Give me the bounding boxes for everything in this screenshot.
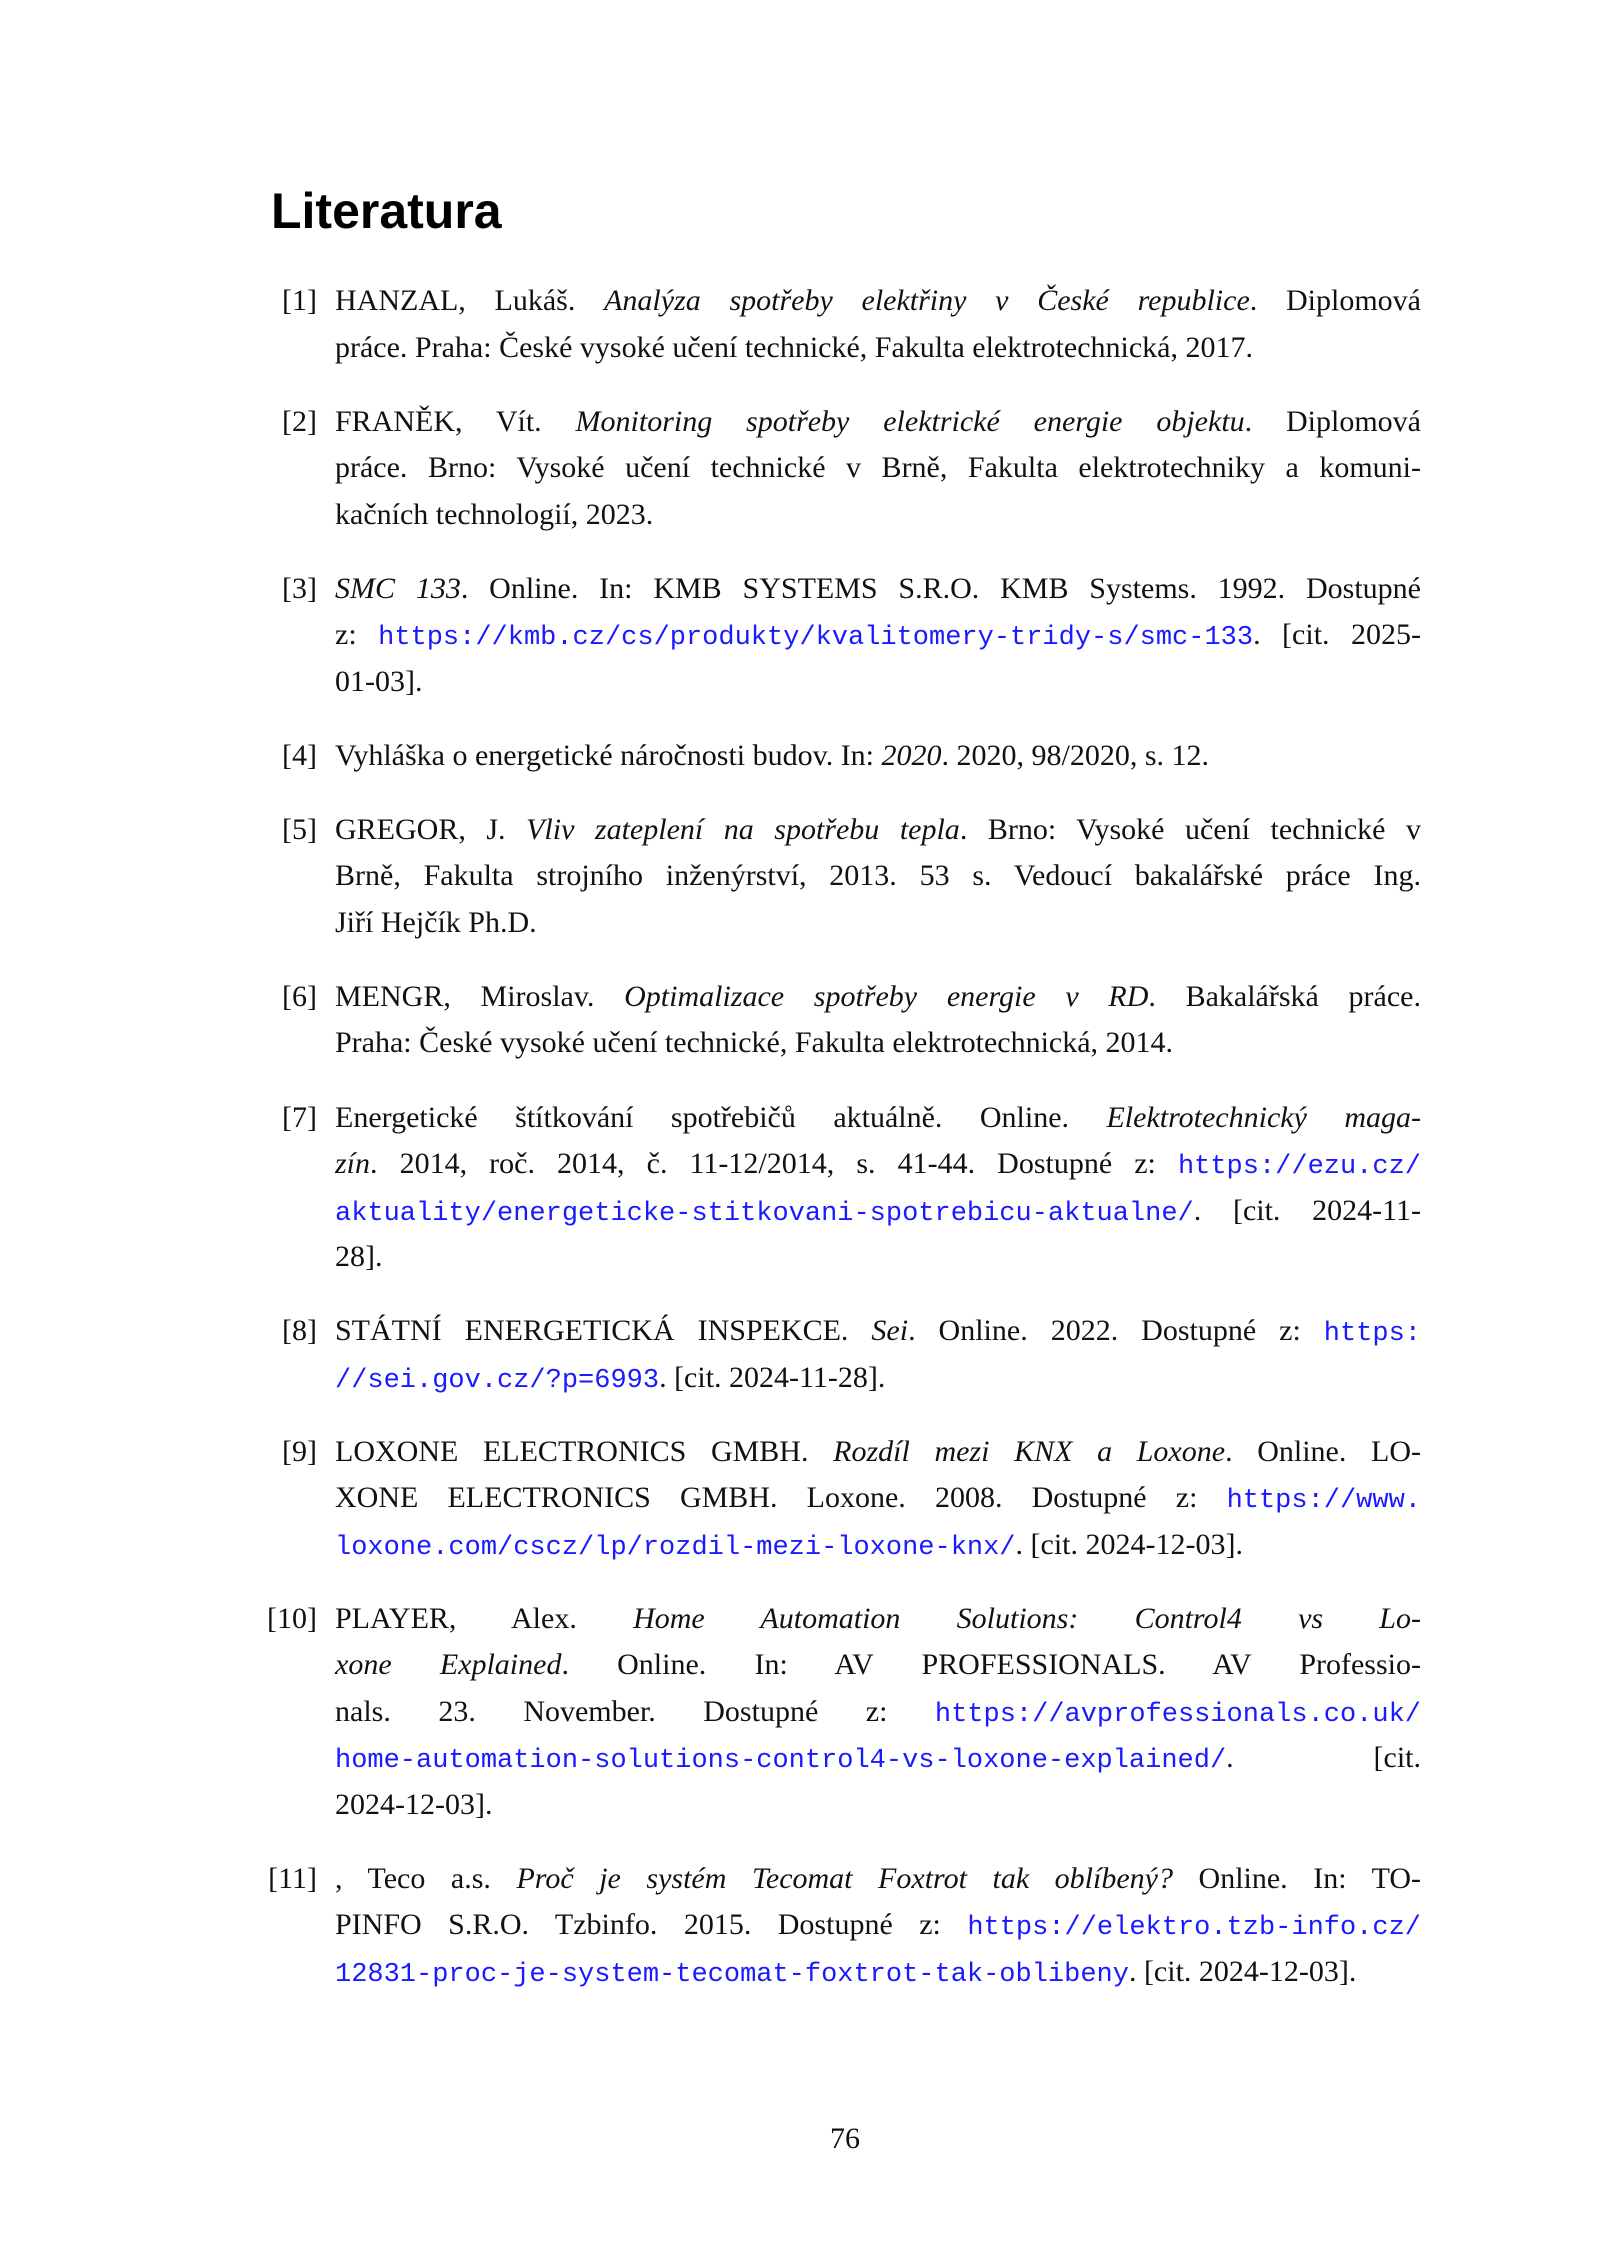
entry-line [335, 1475, 1421, 1522]
entry-text: Online. In: TO- [1172, 1861, 1422, 1895]
entry-text: . Online. In: AV PROFESSIONALS. AV Professio- [561, 1648, 1421, 1682]
italic-title: Proč je systém Tecomat Foxtrot tak oblíbený? [516, 1861, 1173, 1895]
entry-text: . [cit. 2025- [1253, 618, 1421, 652]
url-link[interactable]: https://www. [1226, 1486, 1421, 1517]
entry-line [335, 1141, 1421, 1188]
url-link[interactable]: 12831-proc-je-system-tecomat-foxtrot-tak-oblibeny [335, 1959, 1129, 1990]
entry-line [335, 807, 1421, 854]
italic-title: Monitoring spotřeby elektrické energie objektu [575, 404, 1245, 438]
entry-line [335, 1782, 1421, 1829]
url-link[interactable]: loxone.com/cscz/lp/rozdil-mezi-loxone-knx/ [335, 1532, 1016, 1563]
italic-title: Vliv zateplení na spotřebu tepla [526, 812, 960, 846]
italic-title: Analýza spotřeby elektřiny v České republice [604, 284, 1250, 317]
entry-text: . 2020, 98/2020, s. 12. [941, 738, 1210, 772]
entry-line [335, 445, 1421, 492]
entry-line [335, 399, 1421, 446]
url-link[interactable]: https://kmb.cz/cs/produkty/kvalitomery-tridy-s/smc-133 [378, 623, 1254, 654]
bibliography-entry [282, 1308, 1421, 1401]
bibliography-entry [282, 974, 1421, 1067]
page-number: 76 [830, 2122, 860, 2155]
bibliography-entry [282, 1095, 1421, 1281]
entry-text: . Online. 2022. Dostupné z: [908, 1314, 1324, 1348]
entry-text: práce. Brno: Vysoké učení technické v Brně, Fakulta elektrotechniky a komuni- [335, 451, 1421, 485]
entry-text: nals. 23. November. Dostupné z: [335, 1694, 935, 1728]
entry-number: [2] [282, 404, 317, 438]
entry-line [335, 1642, 1421, 1689]
italic-title: Elektrotechnický maga- [1106, 1100, 1421, 1134]
entry-line [335, 1522, 1421, 1569]
italic-title: Rozdíl mezi KNX a Loxone [833, 1434, 1226, 1468]
page-title: Literatura [271, 183, 502, 239]
entry-number: [6] [282, 979, 317, 1013]
url-link[interactable]: home-automation-solutions-control4-vs-loxone-explained/ [335, 1746, 1227, 1777]
entry-text: kačních technologií, 2023. [335, 497, 654, 531]
entry-line [335, 659, 1421, 706]
entry-line [335, 900, 1421, 947]
entry-line [335, 325, 1421, 372]
entry-line [335, 1355, 1421, 1402]
entry-number: [10] [267, 1601, 317, 1635]
entry-text: . [cit. 2024-11- [1193, 1193, 1421, 1227]
url-link[interactable]: https://avprofessionals.co.uk/ [934, 1699, 1421, 1730]
entry-number: [8] [282, 1314, 317, 1348]
url-link[interactable]: https://elektro.tzb-info.cz/ [967, 1913, 1421, 1944]
entry-text: 28]. [335, 1240, 383, 1274]
bibliography-entry [267, 1596, 1421, 1829]
entry-number: [11] [268, 1861, 317, 1895]
entry-text: PINFO S.R.O. Tzbinfo. 2015. Dostupné z: [335, 1908, 968, 1942]
bibliography-entry [282, 1429, 1421, 1569]
entry-text: . Online. LO- [1225, 1434, 1421, 1468]
entry-line [335, 1020, 1421, 1067]
entry-number: [3] [282, 571, 317, 605]
bibliography-entry [282, 733, 1421, 780]
entry-line [335, 1596, 1421, 1643]
url-link[interactable]: https: [1323, 1319, 1421, 1350]
entry-text: . Diplomová [1249, 284, 1421, 317]
entry-text: . [cit. [1226, 1741, 1421, 1775]
entry-text: XONE ELECTRONICS GMBH. Loxone. 2008. Dostupné z: [335, 1481, 1227, 1515]
entry-line [335, 733, 1421, 780]
entry-line [335, 974, 1421, 1021]
entry-text: . [cit. 2024-11-28]. [659, 1360, 886, 1394]
entry-line [335, 278, 1421, 325]
entry-number: [9] [282, 1434, 317, 1468]
entry-line [335, 1689, 1421, 1736]
entry-line [335, 1095, 1421, 1142]
italic-title: Home Automation Solutions: Control4 vs Lo- [633, 1601, 1421, 1635]
italic-title: Sei [871, 1314, 909, 1348]
entry-text: LOXONE ELECTRONICS GMBH. [335, 1434, 834, 1468]
entry-text: . Online. In: KMB SYSTEMS S.R.O. KMB Systems. 1992. Dostupné [460, 571, 1421, 605]
bibliography-entry [268, 1856, 1422, 1996]
italic-title: xone Explained [335, 1648, 562, 1682]
bibliography-entry [282, 566, 1421, 706]
entry-text: práce. Praha: České vysoké učení technické, Fakulta elektrotechnická, 2017. [335, 330, 1253, 364]
entry-line [335, 1735, 1421, 1782]
entry-number: [1] [282, 284, 317, 317]
url-link[interactable]: https://ezu.cz/ [1177, 1152, 1421, 1183]
bibliography-entry [282, 278, 1421, 371]
entry-text: . Bakalářská práce. [1148, 979, 1421, 1013]
entry-line [335, 492, 1421, 539]
bibliography-entry [282, 399, 1421, 539]
entry-text: PLAYER, Alex. [335, 1601, 634, 1635]
entry-line [335, 1856, 1421, 1903]
url-link[interactable]: aktuality/energeticke-stitkovani-spotrebicu-aktualne/ [335, 1198, 1194, 1229]
italic-title: zín [335, 1147, 371, 1181]
entry-text: Brně, Fakulta strojního inženýrství, 2013. 53 s. Vedoucí bakalářské práce Ing. [335, 859, 1421, 893]
entry-text: Energetické štítkování spotřebičů aktuálně. Online. [335, 1100, 1107, 1134]
url-link[interactable]: //sei.gov.cz/?p=6993 [335, 1365, 660, 1396]
entry-line [335, 1234, 1421, 1281]
entry-text: Jiří Hejčík Ph.D. [335, 905, 537, 939]
entry-line [335, 1429, 1421, 1476]
entry-text: STÁTNÍ ENERGETICKÁ INSPEKCE. [335, 1314, 872, 1348]
entry-line [335, 1949, 1421, 1996]
entry-line [335, 612, 1421, 659]
entry-line [335, 566, 1421, 613]
entry-text: . [cit. 2024-12-03]. [1015, 1527, 1243, 1561]
entry-text: . Diplomová [1244, 404, 1421, 438]
entry-text: 01-03]. [335, 664, 423, 698]
entry-line [335, 1902, 1421, 1949]
bibliography-list [267, 278, 1422, 2023]
entry-number: [7] [282, 1100, 317, 1134]
entry-line [335, 1188, 1421, 1235]
bibliography-entry [282, 807, 1421, 947]
entry-number: [4] [282, 738, 317, 772]
entry-text: Praha: České vysoké učení technické, Fakulta elektrotechnická, 2014. [335, 1026, 1174, 1060]
entry-line [335, 853, 1421, 900]
entry-text: 2024-12-03]. [335, 1787, 493, 1821]
entry-line [335, 1308, 1421, 1355]
entry-text: FRANĚK, Vít. [335, 404, 576, 438]
entry-text: z: [335, 618, 379, 652]
entry-text: , Teco a.s. [335, 1861, 517, 1895]
italic-title: Optimalizace spotřeby energie v RD [624, 979, 1149, 1013]
entry-number: [5] [282, 812, 317, 846]
entry-text: . 2014, roč. 2014, č. 11-12/2014, s. 41-44. Dostupné z: [370, 1147, 1178, 1181]
entry-text: . [cit. 2024-12-03]. [1128, 1954, 1357, 1988]
entry-text: MENGR, Miroslav. [335, 979, 625, 1013]
italic-title: SMC 133 [335, 571, 461, 605]
entry-text: Vyhláška o energetické náročnosti budov. In: [335, 738, 882, 772]
entry-text: HANZAL, Lukáš. [335, 284, 605, 317]
entry-text: GREGOR, J. [335, 812, 527, 846]
italic-title: 2020 [881, 738, 942, 772]
entry-text: . Brno: Vysoké učení technické v [959, 812, 1421, 846]
